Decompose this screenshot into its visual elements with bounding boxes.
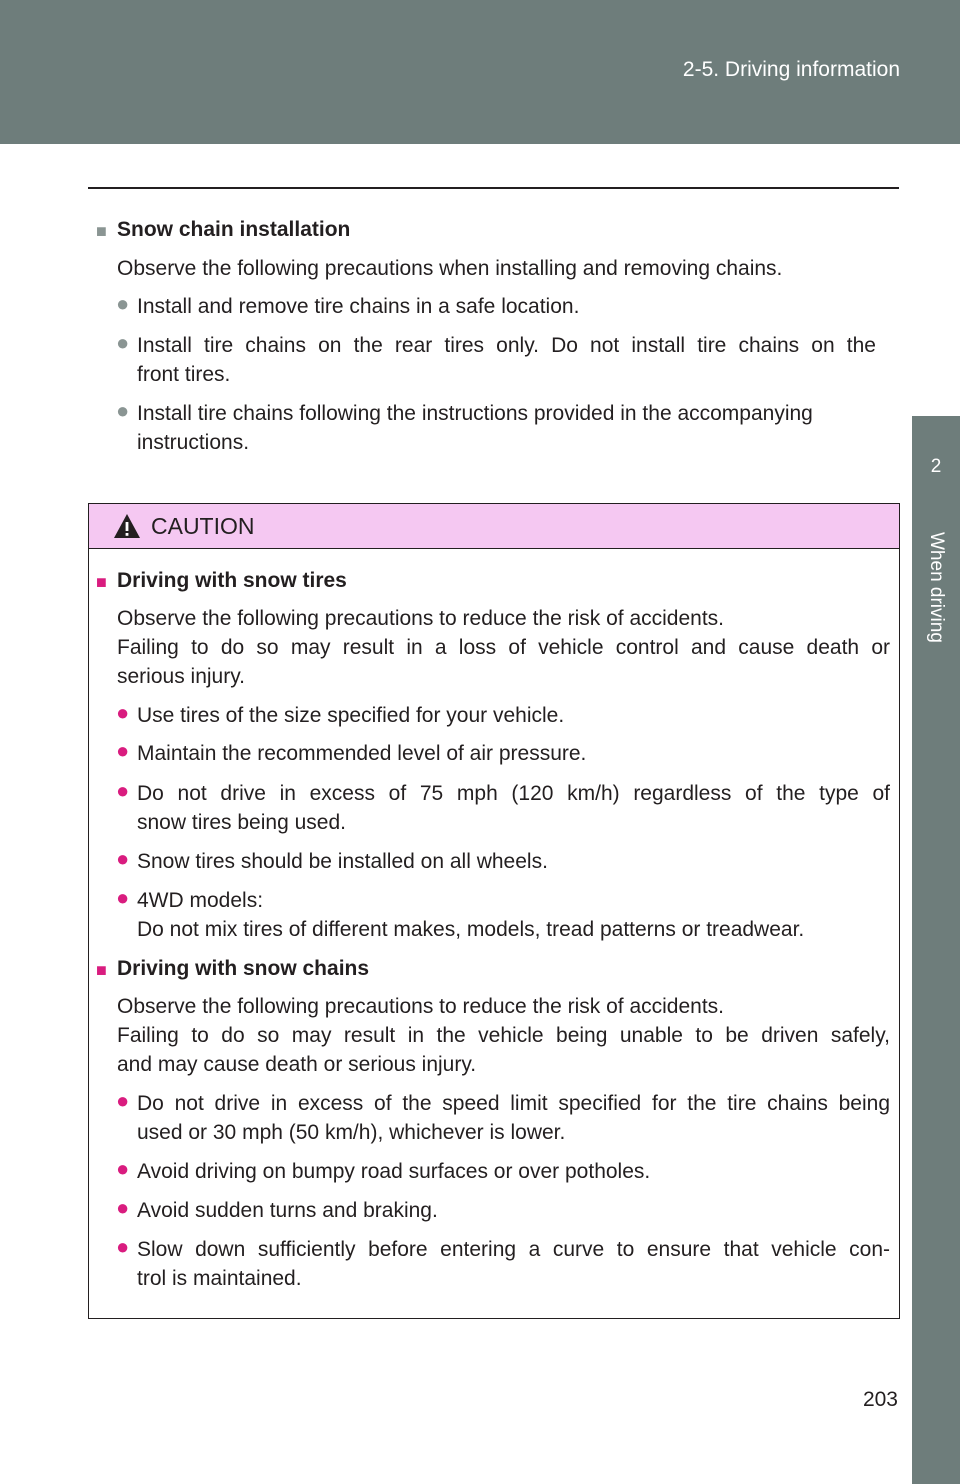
square-bullet-icon: ■ (96, 221, 107, 241)
section-title: 2-5. Driving information (682, 58, 900, 81)
round-bullet-icon: ● (116, 778, 130, 803)
list-item-continuation: Do not mix tires of different makes, models, tread patterns or treadwear. (137, 918, 805, 941)
round-bullet-icon: ● (116, 738, 130, 763)
round-bullet-icon: ● (116, 291, 130, 316)
round-bullet-icon: ● (116, 330, 130, 355)
caution-subheading: Driving with snow chains (117, 957, 370, 980)
list-item: Avoid sudden turns and braking. (137, 1199, 438, 1222)
round-bullet-icon: ● (116, 1195, 130, 1220)
round-bullet-icon: ● (116, 885, 130, 910)
caution-intro: Observe the following precautions to reduce the risk of accidents. (117, 607, 724, 630)
round-bullet-icon: ● (116, 1088, 130, 1113)
list-item: 4WD models: (137, 889, 264, 912)
chapter-tab-number: 2 (912, 416, 960, 518)
top-divider (88, 187, 899, 189)
list-item: Install and remove tire chains in a safe location. (137, 295, 580, 318)
caution-intro: and may cause death or serious injury. (117, 1053, 477, 1076)
caution-header (89, 504, 899, 549)
caution-intro: Failing to do so may result in the vehicle being unable to be driven safely, (117, 1024, 890, 1047)
list-item-continuation: instructions. (137, 431, 250, 454)
section-intro: Observe the following precautions when installing and removing chains. (117, 257, 783, 280)
list-item-continuation: used or 30 mph (50 km/h), whichever is lower. (137, 1121, 566, 1144)
page-number: 203 (862, 1388, 898, 1411)
caution-subheading: Driving with snow tires (117, 569, 347, 592)
list-item: Do not drive in excess of 75 mph (120 km/h) regardless of the type of (137, 782, 890, 805)
list-item: Use tires of the size specified for your vehicle. (137, 704, 565, 727)
caution-intro: Failing to do so may result in a loss of vehicle control and cause death or (117, 636, 890, 659)
round-bullet-icon: ● (116, 846, 130, 871)
square-bullet-icon: ■ (96, 572, 107, 592)
list-item: Avoid driving on bumpy road surfaces or over potholes. (137, 1160, 651, 1183)
round-bullet-icon: ● (116, 1156, 130, 1181)
square-bullet-icon: ■ (96, 960, 107, 980)
round-bullet-icon: ● (116, 700, 130, 725)
chapter-tab-label-text: When driving (926, 532, 947, 643)
section-heading: Snow chain installation (117, 218, 351, 241)
caution-title: CAUTION (151, 513, 255, 539)
caution-intro: Observe the following precautions to reduce the risk of accidents. (117, 995, 724, 1018)
chapter-tab-label (912, 518, 960, 1484)
warning-triangle-icon (113, 513, 141, 539)
list-item-continuation: front tires. (137, 363, 231, 386)
list-item-continuation: snow tires being used. (137, 811, 346, 834)
list-item: Install tire chains following the instructions provided in the accompanying (137, 402, 813, 425)
list-item: Snow tires should be installed on all wheels. (137, 850, 548, 873)
list-item: Maintain the recommended level of air pressure. (137, 742, 587, 765)
list-item-continuation: trol is maintained. (137, 1267, 302, 1290)
round-bullet-icon: ● (116, 1234, 130, 1259)
round-bullet-icon: ● (116, 398, 130, 423)
list-item: Do not drive in excess of the speed limit specified for the tire chains being (137, 1092, 890, 1115)
caution-intro: serious injury. (117, 665, 245, 688)
list-item: Slow down sufficiently before entering a curve to ensure that vehicle con- (137, 1238, 890, 1261)
list-item: Install tire chains on the rear tires only. Do not install tire chains on the (137, 334, 876, 357)
